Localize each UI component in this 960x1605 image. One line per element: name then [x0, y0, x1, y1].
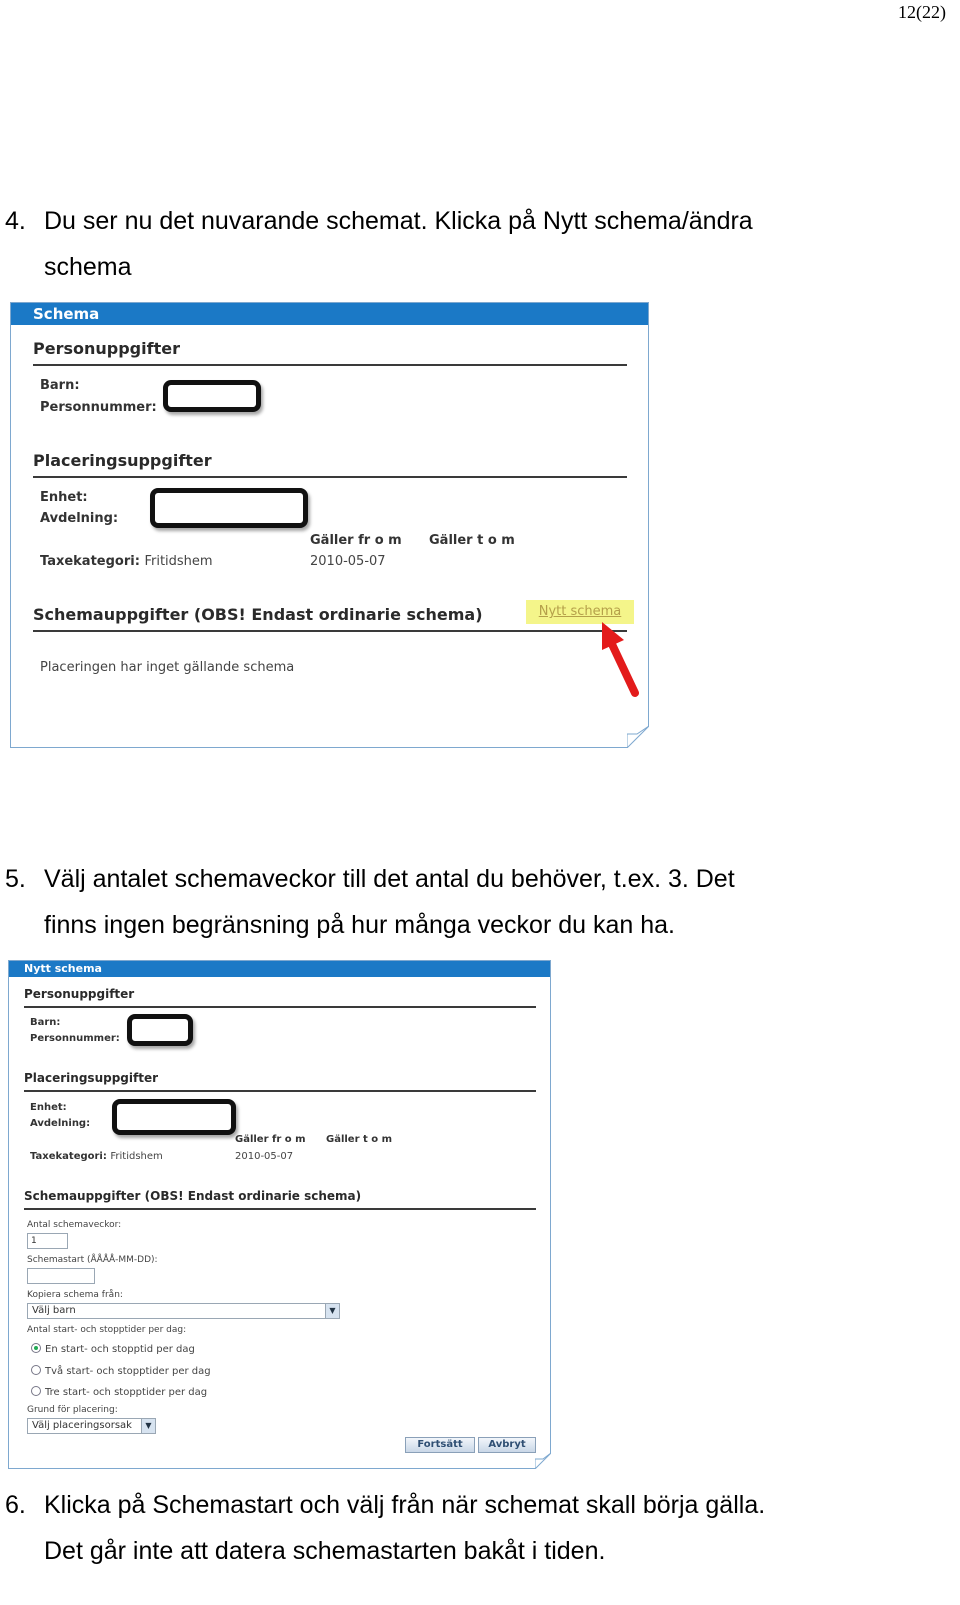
- placement-heading: Placeringsuppgifter: [24, 1071, 159, 1085]
- schedule-heading: Schemauppgifter (OBS! Endast ordinarie schema): [33, 605, 483, 624]
- copy-from-value: Välj barn: [32, 1305, 76, 1316]
- panel-title: Nytt schema: [9, 961, 550, 977]
- step-number: 5.: [5, 865, 26, 893]
- weeks-input[interactable]: 1: [27, 1233, 68, 1249]
- personal-heading: Personuppgifter: [24, 987, 135, 1001]
- step-number: 4.: [5, 207, 26, 235]
- dept-label: Avdelning:: [40, 511, 119, 526]
- page-number: 12(22): [898, 2, 946, 22]
- radio-label: Två start- och stopptider per dag: [45, 1366, 211, 1377]
- chevron-down-icon[interactable]: ▼: [141, 1419, 155, 1433]
- redaction-box: [163, 380, 261, 412]
- new-schedule-panel: [8, 960, 551, 1469]
- divider: [33, 476, 627, 478]
- radio-option[interactable]: [31, 1365, 211, 1377]
- step-text-line: Klicka på Schemastart och välj från när schemat skall börja gälla.: [44, 1491, 766, 1519]
- step-text-line: Det går inte att datera schemastarten bakåt i tiden.: [44, 1537, 606, 1565]
- dept-label: Avdelning:: [30, 1118, 91, 1129]
- valid-to-label: Gäller t o m: [429, 533, 515, 548]
- step-text-line: Du ser nu det nuvarande schemat. Klicka på Nytt schema/ändra: [44, 207, 753, 235]
- no-schedule-text: Placeringen har inget gällande schema: [40, 660, 295, 675]
- valid-from-label: Gäller fr o m: [310, 533, 402, 548]
- arrow-icon: [588, 618, 648, 708]
- schedule-heading: Schemauppgifter (OBS! Endast ordinarie schema): [24, 1189, 362, 1203]
- divider: [24, 1208, 536, 1210]
- radio-label: En start- och stopptid per dag: [45, 1344, 195, 1355]
- placement-heading: Placeringsuppgifter: [33, 451, 212, 470]
- copy-label: Kopiera schema från:: [27, 1290, 123, 1300]
- unit-label: Enhet:: [30, 1102, 67, 1113]
- tax-category: [30, 1151, 163, 1162]
- copy-from-select[interactable]: [27, 1303, 340, 1319]
- reason-value: Välj placeringsorsak: [32, 1420, 132, 1431]
- new-schedule-link[interactable]: Nytt schema: [526, 600, 634, 624]
- tax-label: Taxekategori:: [40, 554, 140, 569]
- step-text-line: finns ingen begränsning på hur många veckor du kan ha.: [44, 911, 675, 939]
- schedule-panel: [10, 302, 649, 748]
- tax-category: [40, 554, 213, 569]
- radio-label: Tre start- och stopptider per dag: [45, 1387, 208, 1398]
- reason-label: Grund för placering:: [27, 1405, 118, 1415]
- radio-button[interactable]: [31, 1386, 41, 1396]
- schedule-start-input[interactable]: [27, 1268, 95, 1284]
- step-text-line: Välj antalet schemaveckor till det antal du behöver, t.ex. 3. Det: [44, 865, 735, 893]
- radio-button[interactable]: [31, 1365, 41, 1375]
- divider: [24, 1006, 536, 1008]
- continue-button[interactable]: Fortsätt: [405, 1437, 475, 1453]
- child-label: Barn:: [40, 378, 80, 393]
- redaction-box: [150, 488, 308, 528]
- step-text-line: schema: [44, 253, 132, 281]
- valid-from-value: 2010-05-07: [235, 1151, 294, 1162]
- start-label: Schemastart (ÅÅÅÅ-MM-DD):: [27, 1255, 158, 1265]
- divider: [33, 630, 627, 632]
- divider: [24, 1090, 536, 1092]
- valid-from-label: Gäller fr o m: [235, 1134, 306, 1145]
- panel-title: Schema: [11, 303, 648, 325]
- radio-button-selected[interactable]: [31, 1343, 41, 1353]
- valid-to-label: Gäller t o m: [326, 1134, 393, 1145]
- chevron-down-icon[interactable]: ▼: [325, 1304, 339, 1318]
- redaction-box: [127, 1014, 193, 1046]
- child-label: Barn:: [30, 1017, 61, 1028]
- personal-heading: Personuppgifter: [33, 339, 180, 358]
- tax-label: Taxekategori:: [30, 1151, 107, 1162]
- radio-option[interactable]: [31, 1386, 207, 1398]
- unit-label: Enhet:: [40, 490, 88, 505]
- weeks-label: Antal schemaveckor:: [27, 1220, 122, 1230]
- radio-option[interactable]: [31, 1343, 195, 1355]
- ssn-label: Personnummer:: [40, 400, 157, 415]
- ssn-label: Personnummer:: [30, 1033, 120, 1044]
- divider: [33, 364, 627, 366]
- times-label: Antal start- och stopptider per dag:: [27, 1325, 187, 1335]
- tax-value: Fritidshem: [110, 1151, 163, 1162]
- step-number: 6.: [5, 1491, 26, 1519]
- valid-from-value: 2010-05-07: [310, 554, 386, 569]
- page-fold: [627, 726, 649, 748]
- cancel-button[interactable]: Avbryt: [478, 1437, 536, 1453]
- redaction-box: [112, 1099, 236, 1135]
- tax-value: Fritidshem: [144, 554, 213, 569]
- reason-select[interactable]: [27, 1418, 156, 1434]
- page-fold: [535, 1453, 551, 1469]
